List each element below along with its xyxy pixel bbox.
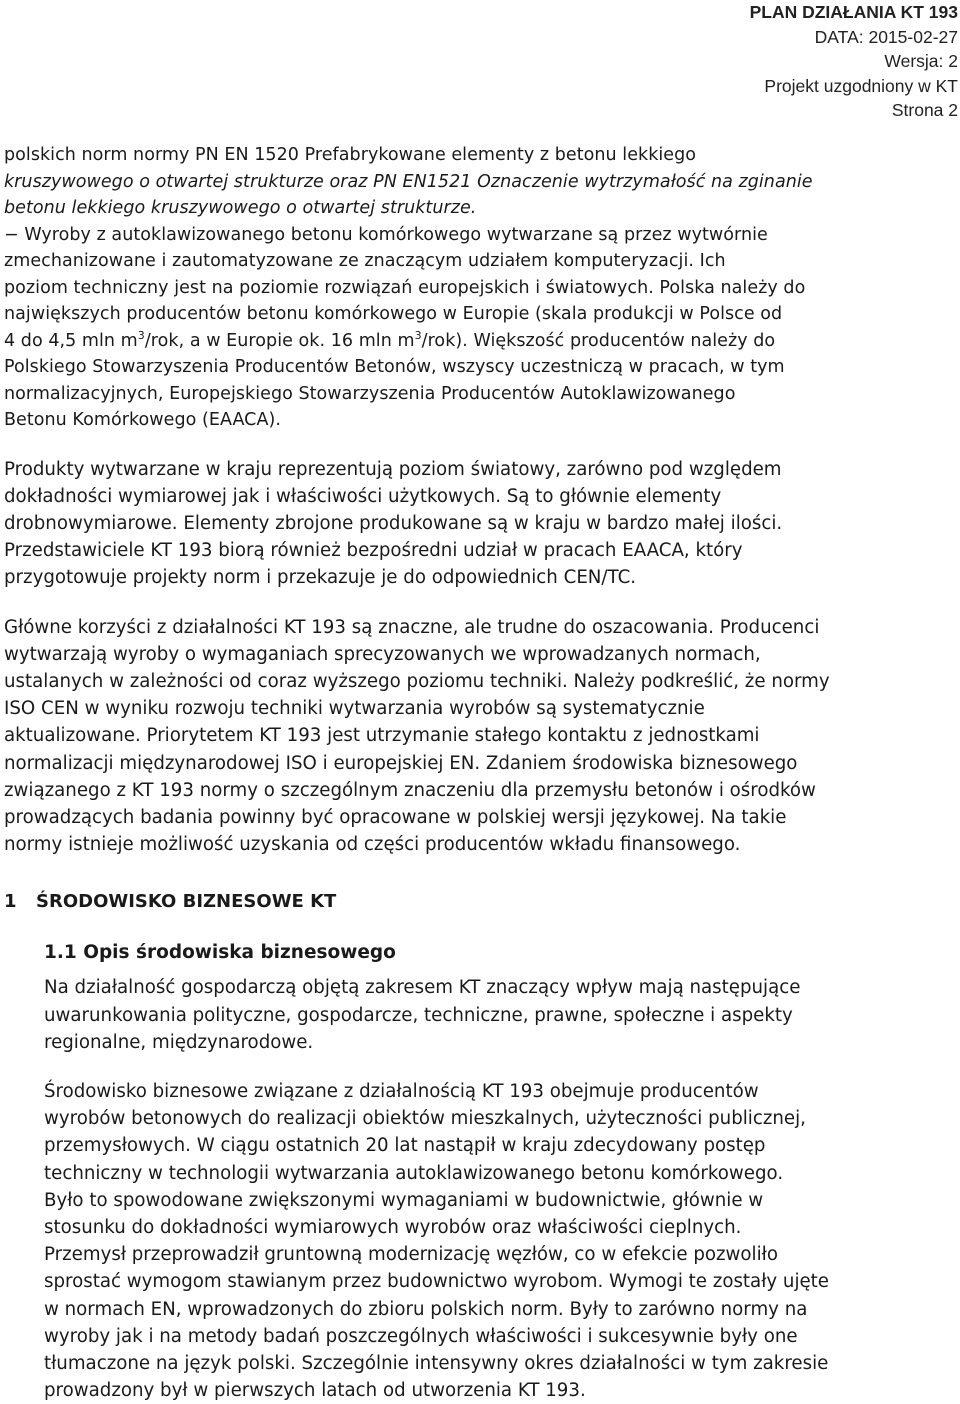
text-span: /rok, a w Europie ok. 16 mln m xyxy=(144,330,415,351)
intro-line: normalizacyjnych, Europejskiego Stowarzyszenia Producentów Autoklawizowanego xyxy=(4,383,736,404)
text-line: regionalne, międzynarodowe. xyxy=(44,1031,314,1053)
text-line: normy istnieje możliwość uzyskania od części producentów wkładu finansowego. xyxy=(4,834,741,856)
text-line: ustalanych w zależności od coraz wyższego poziomu techniki. Należy podkreślić, że normy xyxy=(4,670,830,692)
text-line: związanego z KT 193 normy o szczególnym znaczeniu dla przemysłu betonów i ośrodków xyxy=(4,779,816,801)
subsection-heading: 1.1 Opis środowiska biznesowego xyxy=(44,942,396,964)
text-line: w normach EN, wprowadzonych do zbioru polskich norm. Były to zarówno normy na xyxy=(44,1298,808,1320)
benefits-paragraph xyxy=(4,614,956,859)
text-line: Główne korzyści z działalności KT 193 są znaczne, ale trudne do oszacowania. Producenci xyxy=(4,616,820,638)
text-line: uwarunkowania polityczne, gospodarcze, techniczne, prawne, społeczne i aspekty xyxy=(44,1004,793,1026)
text-line: sprostać wymogom stawianym przez budownictwo wyrobom. Wymogi te zostały ujęte xyxy=(44,1271,830,1293)
superscript: 3 xyxy=(137,328,145,342)
text-line: techniczny w technologii wytwarzania autoklawizowanego betonu komórkowego. xyxy=(44,1162,784,1184)
document-body xyxy=(4,142,956,1404)
text-line: Produkty wytwarzane w kraju reprezentują poziom światowy, zarówno pod względem xyxy=(4,458,782,480)
intro-line: Betonu Komórkowego (EAACA). xyxy=(4,410,281,430)
intro-paragraph xyxy=(4,142,956,434)
text-line: wyrobów betonowych do realizacji obiektów mieszkalnych, użyteczności publicznej, xyxy=(44,1108,806,1130)
text-line: drobnowymiarowe. Elementy zbrojone produkowane są w kraju w bardzo małej ilości. xyxy=(4,512,783,534)
business-environment-paragraph xyxy=(44,1078,956,1404)
document-version: Wersja: 2 xyxy=(884,51,958,71)
document-status: Projekt uzgodniony w KT xyxy=(764,75,958,96)
text-span: 4 do 4,5 mln m xyxy=(4,330,138,351)
intro-line: betonu lekkiego kruszywowego o otwartej strukturze. xyxy=(4,198,477,218)
superscript: 3 xyxy=(414,328,422,342)
intro-line: poziom techniczny jest na poziomie rozwiązań europejskich i światowych. Polska należy do xyxy=(4,277,806,298)
intro-line xyxy=(4,328,956,355)
document-date: DATA: 2015-02-27 xyxy=(814,26,958,47)
intro-line: największych producentów betonu komórkowego w Europie (skala produkcji w Polsce od xyxy=(4,304,783,324)
text-line: wyroby jak i na metody badań poszczególnych właściwości i sukcesywnie były one xyxy=(44,1325,798,1347)
text-line: normalizacji międzynarodowej ISO i europejskiej EN. Zdaniem środowiska biznesowego xyxy=(4,752,798,774)
text-line: wytwarzają wyroby o wymaganiach sprecyzowanych we wprowadzanych normach, xyxy=(4,643,761,665)
text-line: Przemysł przeprowadził gruntowną modernizację węzłów, co w efekcie pozwoliło xyxy=(44,1244,778,1266)
text-line: Środowisko biznesowe związane z działalnością KT 193 obejmuje producentów xyxy=(44,1080,759,1102)
text-line: Na działalność gospodarczą objętą zakresem KT znaczący wpływ mają następujące xyxy=(44,977,801,999)
intro-line: − Wyroby z autoklawizowanego betonu komórkowego wytwarzane są przez wytwórnie xyxy=(4,224,768,245)
intro-line: Polskiego Stowarzyszenia Producentów Betonów, wszyscy uczestniczą w pracach, w tym xyxy=(4,357,785,377)
text-line: prowadzony był w pierwszych latach od utworzenia KT 193. xyxy=(44,1380,586,1402)
document-title: PLAN DZIAŁANIA KT 193 xyxy=(749,2,958,22)
text-line: prowadzących badania powinny być opracowane w polskiej wersji językowej. Na takie xyxy=(4,806,787,828)
page-number: Strona 2 xyxy=(891,100,958,120)
products-paragraph xyxy=(4,456,956,592)
text-line: dokładności wymiarowej jak i właściwości użytkowych. Są to głównie elementy xyxy=(4,485,722,507)
text-line: tłumaczone na język polski. Szczególnie intensywny okres działalności w tym zakresie xyxy=(44,1352,829,1374)
text-line: aktualizowane. Priorytetem KT 193 jest utrzymanie stałego kontaktu z jednostkami xyxy=(4,725,760,747)
page-header xyxy=(750,0,958,123)
text-line: Było to spowodowane zwiększonymi wymaganiami w budownictwie, głównie w xyxy=(44,1189,764,1211)
text-line: przygotowuje projekty norm i przekazuje je do odpowiednich CEN/TC. xyxy=(4,567,637,589)
section-title: ŚRODOWISKO BIZNESOWE KT xyxy=(36,891,337,913)
text-span: /rok). Większość producentów należy do xyxy=(421,330,776,351)
text-line: przemysłowych. W ciągu ostatnich 20 lat nastąpił w kraju zdecydowany postęp xyxy=(44,1135,766,1157)
text-line: stosunku do dokładności wymiarowych wyrobów oraz właściwości cieplnych. xyxy=(44,1216,742,1238)
intro-line: zmechanizowane i zautomatyzowane ze znaczącym udziałem komputeryzacji. Ich xyxy=(4,251,726,271)
intro-line: polskich norm normy PN EN 1520 Prefabrykowane elementy z betonu lekkiego xyxy=(4,145,697,165)
text-line: Przedstawiciele KT 193 biorą również bezpośredni udział w pracach EAACA, który xyxy=(4,540,743,562)
intro-line: kruszywowego o otwartej strukturze oraz PN EN1521 Oznaczenie wytrzymałość na zginanie xyxy=(4,171,813,192)
text-line: ISO CEN w wyniku rozwoju techniki wytwarzania wyrobów są systematycznie xyxy=(4,698,705,720)
section-number: 1 xyxy=(4,891,17,913)
conditions-paragraph xyxy=(44,974,956,1056)
section-heading xyxy=(4,889,956,915)
